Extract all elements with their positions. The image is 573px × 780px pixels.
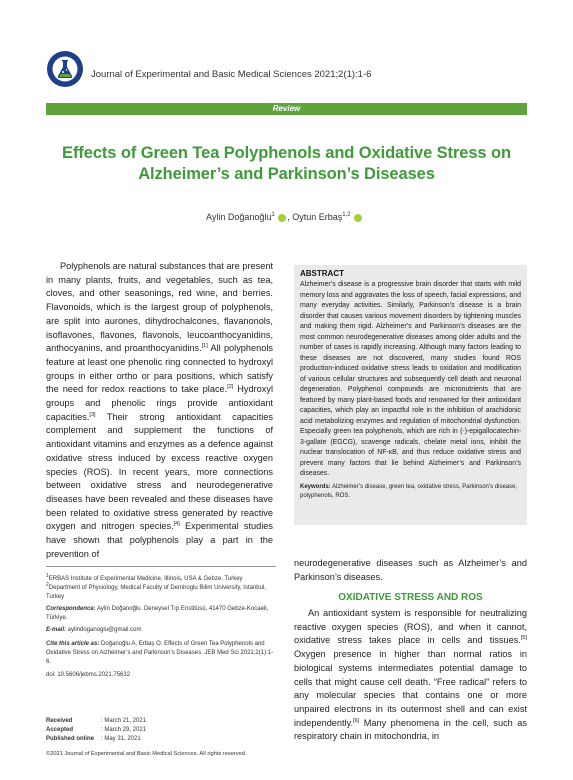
footnote-divider (46, 566, 276, 567)
article-title: Effects of Green Tea Polyphenols and Oxidative Stress on Alzheimer’s and Parkinson’s Diseases (62, 144, 511, 183)
body-text: An antioxidant system is responsible for neutralizing reactive oxygen species (ROS), and when it cannot, oxidative stress takes place in cells and tissues. (294, 608, 527, 646)
orcid-icon[interactable] (278, 214, 286, 222)
body-paragraph (46, 260, 273, 561)
correspondence-text: Aylin Doğanoğlu. Deneysel Tıp Enstitüsü, 41470 Gebze-Kocaeli, Türkiye. (46, 606, 269, 621)
doi[interactable]: doi: 10.5606/jebms.2021.75632 (46, 672, 131, 678)
email-link[interactable]: aylindoganoglu@gmail.com (66, 627, 142, 633)
keywords (300, 483, 521, 501)
accepted-date-row (46, 726, 146, 735)
author-name[interactable]: Aylin Doğanoğlu (206, 212, 272, 222)
keywords-label: Keywords: (300, 483, 331, 490)
received-date: : March 21, 2021 (101, 718, 147, 724)
orcid-icon[interactable] (354, 214, 362, 222)
keywords-text: Alzheimer’s disease, green tea, oxidative stress, Parkinson’s disease, polyphenols, ROS. (300, 483, 518, 499)
journal-citation-header: Journal of Experimental and Basic Medical Sciences 2021;2(1):1-6 (91, 69, 372, 80)
email-label: E-mail: (46, 627, 67, 633)
body-text: Experimental studies have shown that polyphenols play a part in the prevention of (46, 521, 273, 559)
citation-ref[interactable]: [5] (520, 635, 527, 642)
body-text: All polyphenols feature at least one phenolic ring connected to hydroxyl groups in either ortho or para positions, which satisfy the need for redox reactions to take place. (46, 343, 273, 395)
section-heading: OXIDATIVE STRESS AND ROS (338, 592, 483, 603)
abstract-text: Alzheimer’s disease is a progressive brain disorder that starts with mild memory loss and aggravates the loss of speech, facial expressions, and many everyday activities. Similarly, Parkinson’s disease is a brain disorder that causes various movement disorders by tightening muscles and making them rigid. Alzheimer’s and Parkinson’s diseases are the most common neurodegenerative diseases among older adults and the number of cases is rapidly increasing. Although many factors leading to these diseases are not discovered, many studies found ROS production-induced oxidative stress leads to oxidation and modification of various cellular structures and subsequently cell death and neuronal degeneration. Polyphenol compounds are micronutrients that are featured by many plant-based foods and renowned for their antioxidant capacities, which play an impactful role in the inhibition of arachidonic acid metabolizing enzymes and regulation of mitochondrial dysfunction. Especially green tea polyphenols, which are rich in (-)-epigallocatechin-3-gallate (EGCG), scavenge radicals, chelate metal ions, inhibit the nuclear translocation of NF-κB, and thus reduce oxidative stress and prevent many factors that lie behind Alzheimer’s and Parkinson’s diseases. (300, 281, 521, 477)
correspondence (46, 605, 276, 623)
citation-ref[interactable]: [1] (201, 343, 208, 350)
citation-ref[interactable]: [3] (89, 411, 96, 418)
received-date-row (46, 717, 146, 726)
email (46, 626, 276, 635)
accepted-date: : March 29, 2021 (101, 727, 147, 734)
affiliation-sup: 1 (271, 212, 275, 218)
abstract-heading: ABSTRACT (300, 269, 344, 278)
body-paragraph-continued: neurodegenerative diseases such as Alzheimer’s and Parkinson’s diseases. (294, 558, 527, 582)
body-text: Polyphenols are natural substances that are present in many plants, fruits, and vegetables, such as tea, cloves, and other seasonings, red wine, and berries. Flavonoids, which is the largest group of polyphenols, are split into aurones, dihydrochalcones, flavanonols, isoflavones, flavones, flavonols, leucoanthocyanidins, anthocyanins, and proanthocyanidins. (46, 261, 273, 354)
cite-as (46, 640, 276, 667)
published-date-row (46, 735, 146, 744)
cite-text: Doğanoğlu A, Erbaş O. Effects of Green Tea Polyphenols and Oxidative Stress on Alzheimer’s and Parkinson’s Diseases. JEB Med Sci 2021;2(1):1-6. (46, 641, 274, 665)
citation-ref[interactable]: [6] (353, 717, 360, 724)
affiliation-text: ERBAS Institute of Experimental Medicine, Illinois, USA & Gebze, Turkey (48, 576, 243, 582)
journal-logo (46, 50, 84, 88)
citation-ref[interactable]: [4] (173, 521, 180, 528)
affiliation-text: Department of Physiology, Medical Faculty of Demiroglu Bilim University, Istanbul, Turkey (46, 585, 266, 600)
published-date: : May 31, 2021 (101, 736, 141, 743)
affiliation-sup: 1,2 (342, 212, 351, 218)
author-separator: , (287, 212, 293, 222)
body-text: Hydroxyl groups and phenolic rings provide antioxidant capacities. (46, 384, 274, 422)
affiliation-sup: 1 (46, 573, 49, 579)
citation-ref[interactable]: [2] (227, 384, 234, 391)
affiliation-2 (46, 581, 276, 602)
copyright-notice: ©2021 Journal of Experimental and Basic Medical Sciences. All rights reserved. (46, 751, 247, 757)
body-text: Oxygen presence in higher than normal ratios in biological systems intermediates potential damage to cells that might cause cell death. “Free radical” refers to any molecular species that contains one or more unpaired electrons in its outermost shell and can exist independently. (294, 649, 527, 728)
correspondence-label: Correspondence: (46, 606, 96, 612)
author-line (206, 212, 363, 222)
author-name[interactable]: Oytun Erbaş (292, 212, 343, 222)
abstract-box (294, 265, 527, 525)
cite-label: Cite this article as: (46, 641, 100, 647)
article-dates (46, 717, 146, 745)
affiliation-sup: 2 (46, 582, 49, 588)
received-label: Received (46, 718, 73, 724)
body-text: Many phenomena in the cell, such as respiratory chain in mitochondria, in (294, 717, 527, 742)
accepted-label: Accepted (46, 727, 74, 734)
body-text: Their strong antioxidant capacities complement and supplement the functions of antioxidant vitamins and enzymes as a defence against oxidative stress induced by excess reactive oxygen species (ROS). In recent years, more connections between oxidative stress and neurodegenerative diseases have been revealed and these diseases have been related to oxidative stress generated by reactive oxygen and nitrogen species. (46, 411, 273, 532)
article-type-bar: Review (46, 103, 527, 115)
body-paragraph (294, 607, 527, 744)
published-label: Published online (46, 736, 95, 743)
